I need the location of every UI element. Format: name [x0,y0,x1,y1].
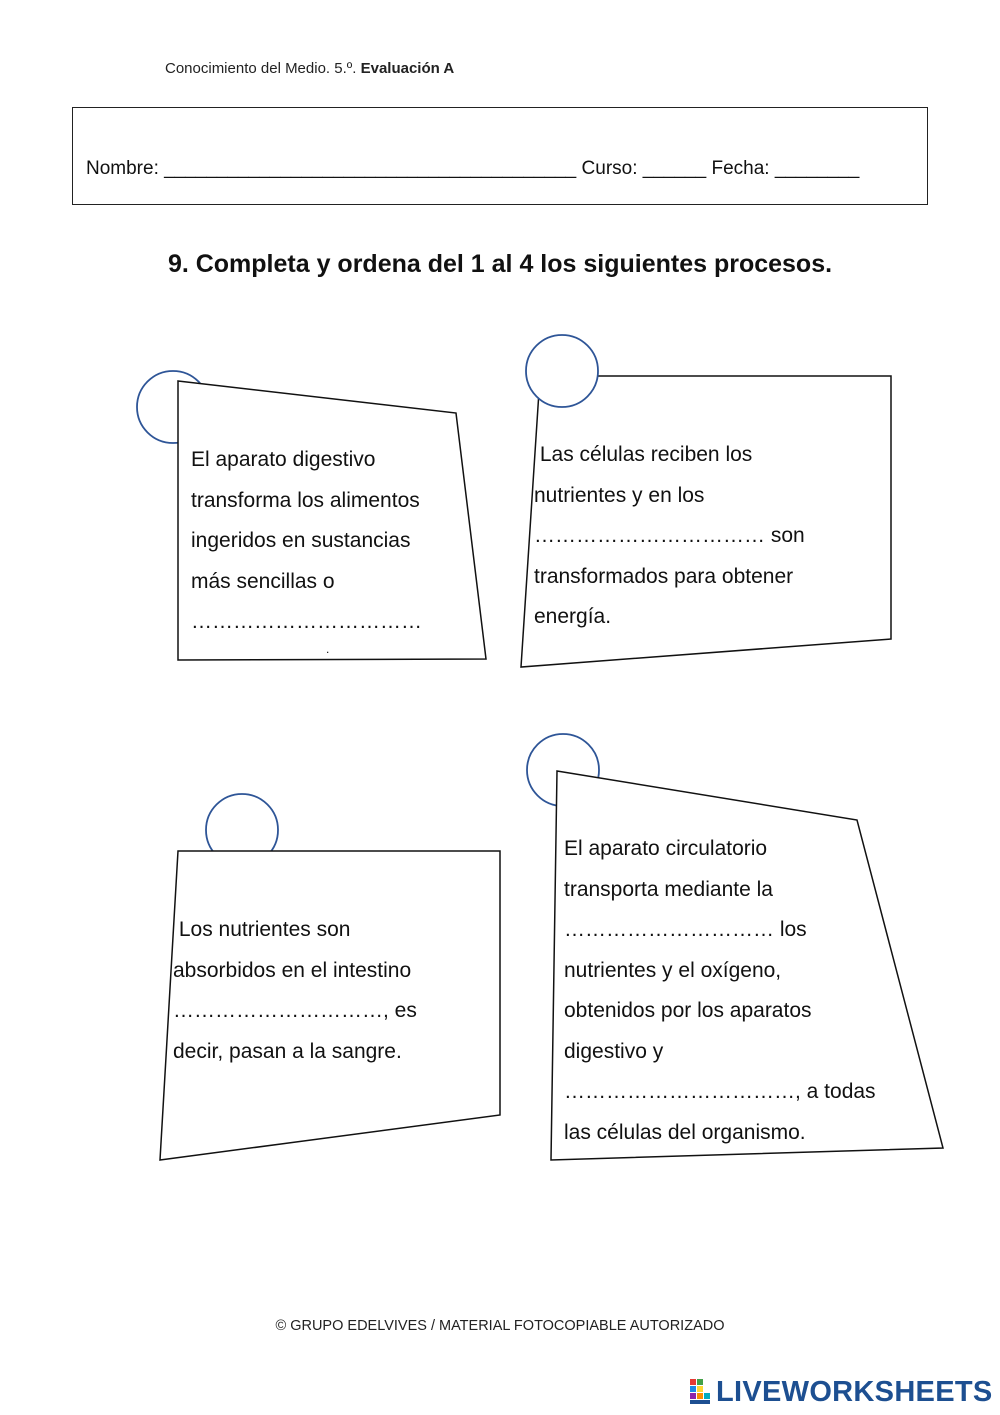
card-4-answer-line[interactable]: ………………………… los [564,918,807,941]
course-label: Curso: [581,158,638,179]
card-4-line: transporta mediante la [564,877,773,901]
course-field[interactable]: ______ [642,158,707,179]
card-text-1 [191,440,422,643]
card-4-line: nutrientes y el oxígeno, [564,958,782,982]
card-4-line: digestivo y [564,1039,664,1063]
card-2-answer-line[interactable]: …………………………… son [534,524,805,547]
liveworksheets-logo-icon [690,1379,712,1405]
card-3-line: Los nutrientes son [173,918,351,941]
card-1-line: más sencillas o [191,569,335,593]
subject-label: Conocimiento del Medio. 5.º. [165,60,357,77]
card-1-line: ingeridos en sustancias [191,529,411,552]
card-4-line: obtenidos por los aparatos [564,999,812,1022]
card-text-2 [534,435,805,638]
card-2-line: nutrientes y en los [534,483,705,507]
card-1-dot: . [326,642,330,656]
liveworksheets-logo[interactable] [690,1372,993,1412]
card-1-line: El aparato digestivo [191,448,376,471]
date-label: Fecha: [711,158,770,179]
card-1-line: transforma los alimentos [191,488,420,512]
order-number-circle-2[interactable] [526,335,598,407]
card-text-4 [564,829,876,1153]
card-3-line: decir, pasan a la sangre. [173,1039,402,1063]
card-4-line: El aparato circulatorio [564,837,768,860]
evaluation-label: Evaluación A [360,60,455,77]
card-2-line: Las células reciben los [534,443,753,466]
card-4-line: las células del organismo. [564,1120,806,1144]
brand-name: LIVEWORKSHEETS [716,1375,993,1408]
card-2-line: transformados para obtener [534,564,794,588]
card-4-answer-line[interactable]: ……………………………, a todas [564,1080,876,1103]
date-field[interactable]: ________ [774,158,860,179]
card-2-line: energía. [534,605,612,628]
name-label: Nombre: [86,158,159,179]
footer-copyright: © GRUPO EDELVIVES / MATERIAL FOTOCOPIABLE AUTORIZADO [275,1318,725,1334]
name-field[interactable]: _______________________________________ [164,158,577,179]
exercise-title: 9. Completa y ordena del 1 al 4 los siguientes procesos. [167,250,833,278]
card-1-answer-blank[interactable]: …………………………… [191,610,422,633]
card-3-answer-line[interactable]: …………………………, es [173,999,417,1022]
card-3-line: absorbidos en el intestino [173,958,412,982]
card-text-3 [173,910,417,1072]
